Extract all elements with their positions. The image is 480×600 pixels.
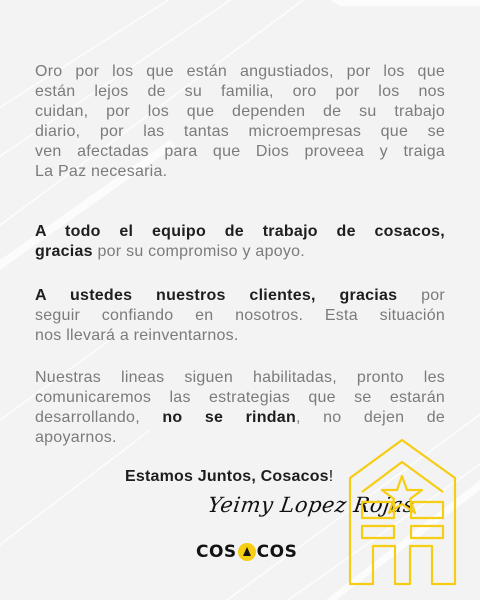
- text-line: La Paz necesaria.: [35, 163, 168, 180]
- text-line: están lejos de su familia, oro por los nos: [35, 83, 445, 100]
- text-fragment: , no dejen de: [295, 409, 445, 426]
- prayer-paragraph: [35, 62, 445, 182]
- text-line: Oro por los que están angustiados, por los que: [35, 63, 445, 80]
- text-fragment: desarrollando,: [35, 409, 163, 426]
- team-thanks-paragraph: [35, 222, 445, 262]
- clients-thanks-paragraph: [35, 286, 445, 346]
- closing-text: Estamos Juntos, Cosacos: [125, 468, 329, 485]
- closing-line: [125, 468, 333, 486]
- cosacos-logo: [196, 540, 297, 564]
- text-line: cuidan, por los que dependen de su trabajo: [35, 103, 445, 120]
- text-line: apoyarnos.: [35, 429, 117, 446]
- clients-thanks-rest: por: [397, 287, 445, 304]
- text-line: nos llevará a reinventarnos.: [35, 327, 239, 344]
- text-line: seguir confiando en nosotros. Esta situación: [35, 307, 445, 324]
- logo-text-left: COS: [196, 542, 237, 562]
- text-line: Nuestras lineas siguen habilitadas, pronto les: [35, 369, 445, 386]
- gracias-word: gracias: [35, 243, 93, 260]
- clients-thanks-bold: A ustedes nuestros clientes, gracias: [35, 287, 398, 304]
- text-line: ven afectadas para que Dios proveea y traiga: [35, 143, 445, 160]
- no-se-rindan-emphasis: no se rindan: [162, 409, 296, 426]
- logo-mark-icon: [238, 543, 256, 561]
- text-line: diario, por las tantas microempresas que se: [35, 123, 445, 140]
- logo-text-right: COS: [256, 542, 298, 562]
- brand-emblem-outline-icon: [340, 436, 465, 586]
- signature: Yeimy Lopez Rojas: [206, 493, 417, 517]
- team-thanks-bold-line: A todo el equipo de trabajo de cosacos,: [35, 223, 445, 240]
- team-thanks-rest: por su compromiso y apoyo.: [92, 243, 305, 260]
- text-line: comunicaremos las estrategias que se estarán: [35, 389, 445, 406]
- closing-exclamation: !: [328, 468, 334, 485]
